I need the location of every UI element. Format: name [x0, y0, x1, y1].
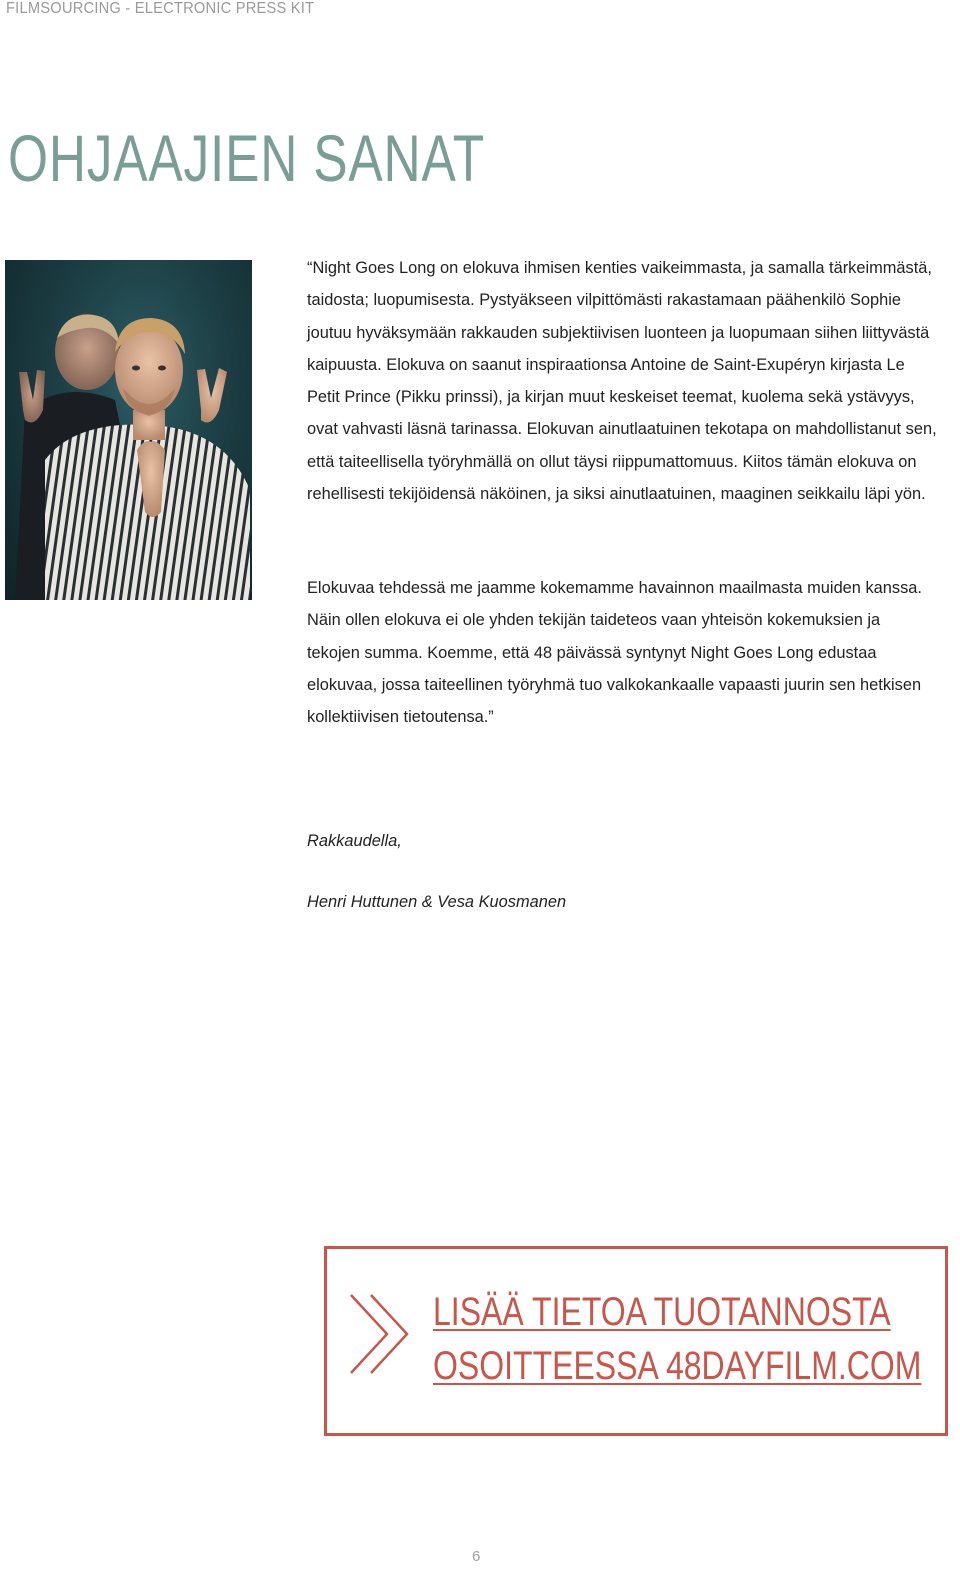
statement-paragraph-1: “Night Goes Long on elokuva ihmisen kenties vaikeimmasta, ja samalla tärkeimmästä, taidosta; luopumisesta. Pystyäkseen vilpittömästi rakastamaan päähenkilö Sophie joutuu hyväksymään rakkauden subjektiivisen luonteen ja luopumaan siihen liittyvästä kaipuusta. Elokuva on saanut inspiraationsa Antoine de Saint-Exupéryn kirjasta Le Petit Prince (Pikku prinssi), ja kirjan muut keskeiset teemat, kuolema sekä ystävyys, ovat vahvasti läsnä tarinassa. Elokuvan ainutlaatuinen tekotapa on mahdollistanut sen, että taiteellisella työryhmällä on ollut täysi riippumattomuus. Kiitos tämän elokuva on rehellisesti tekijöidensä näköinen, ja siksi ainutlaatuinen, maaginen seikkailu läpi yön.: [307, 259, 937, 504]
closing-line: Rakkaudella,: [307, 832, 402, 850]
more-info-callout[interactable]: [324, 1246, 948, 1436]
page-number: 6: [472, 1548, 481, 1565]
signature: Henri Huttunen & Vesa Kuosmanen: [307, 893, 567, 911]
statement-paragraph-2: Elokuvaa tehdessä me jaamme kokemamme havainnon maailmasta muiden kanssa. Näin ollen elokuva ei ole yhden tekijän taideteos vaan yhteisön kokemuksien ja tekojen summa. Koemme, että 48 päivässä syntynyt Night Goes Long edustaa elokuvaa, jossa taiteellinen työryhmä tuo valkokankaalle vapaasti juurin sen hetkisen kollektiivisen tietoutensa.”: [307, 579, 922, 727]
directors-photo-illustration: [5, 260, 252, 600]
running-header: FILMSOURCING - ELECTRONIC PRESS KIT: [6, 0, 315, 17]
page-title: OHJAAJIEN SANAT: [8, 121, 486, 195]
double-chevron-right-icon: [347, 1291, 415, 1382]
cta-link-line-2[interactable]: OSOITTEESSA 48DAYFILM.COM: [433, 1344, 922, 1388]
cta-link-line-1[interactable]: LISÄÄ TIETOA TUOTANNOSTA: [433, 1290, 891, 1334]
directors-photo: [5, 260, 252, 600]
